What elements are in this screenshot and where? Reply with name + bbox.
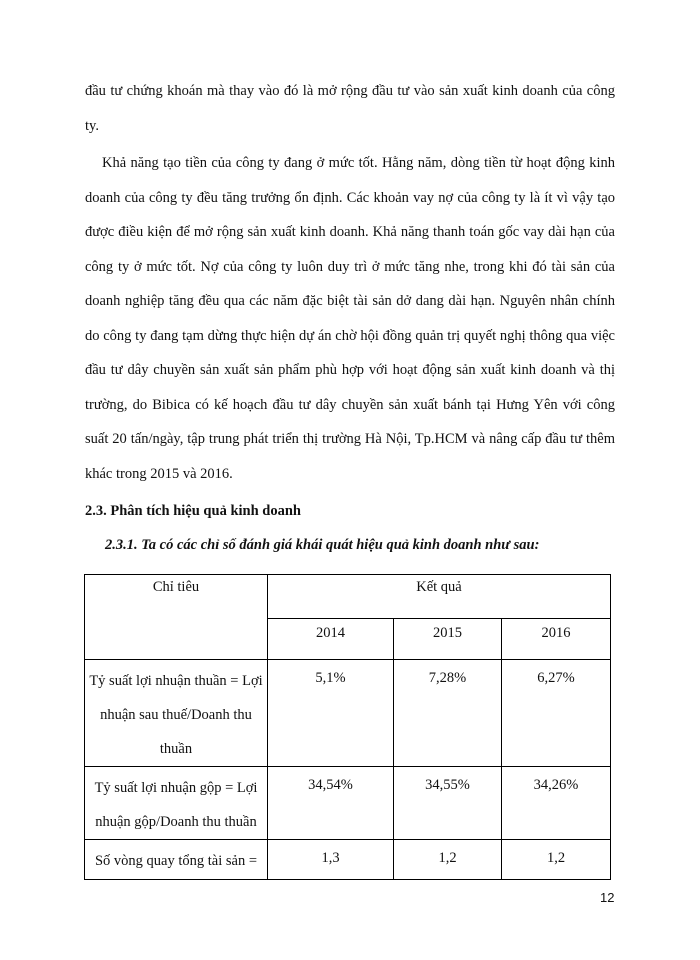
efficiency-table <box>84 574 611 880</box>
paragraph-investment: đầu tư chứng khoán mà thay vào đó là mở rộng đầu tư vào sản xuất kinh doanh của công ty. <box>85 83 615 134</box>
row-label: Tỷ suất lợi nhuận thuần = Lợi nhuận sau thuế/Doanh thu thuần <box>85 660 268 767</box>
year-2016: 2016 <box>502 619 611 660</box>
cell-value: 6,27% <box>502 660 611 767</box>
table-row <box>85 840 611 880</box>
row-label: Số vòng quay tổng tài sản = <box>85 840 268 880</box>
page-number: 12 <box>600 890 615 905</box>
paragraph-cash-flow: Khả năng tạo tiền của công ty đang ở mức tốt. Hằng năm, dòng tiền từ hoạt động kinh doanh của công ty đều tăng trưởng ổn định. Các khoản vay nợ của công ty là ít vì vậy tạo được điều kiện để mở rộng sản xuất kinh doanh. Khả năng thanh toán gốc vay dài hạn của công ty ở mức tốt. Nợ của công ty luôn duy trì ở mức tăng nhe, trong khi đó tài sản của doanh nghiệp tăng đều qua các năm đặc biệt tài sản dở dang dài hạn. Nguyên nhân chính do công ty đang tạm dừng thực hiện dự án chờ hội đồng quản trị quyết nghị thông qua việc đầu tư dây chuyền sản xuất sản phẩm phù hợp với hoạt động sản xuất kinh doanh và thị trường, do Bibica có kế hoạch đầu tư dây chuyền sản xuất bánh tại Hưng Yên với công suất 20 tấn/ngày, tập trung phát triển thị trường Hà Nội, Tp.HCM và nâng cấp đầu tư thêm khác trong 2015 và 2016. <box>85 155 615 482</box>
cell-value: 1,3 <box>268 840 394 880</box>
cell-value: 7,28% <box>394 660 502 767</box>
table-header-row <box>85 575 611 619</box>
year-2015: 2015 <box>394 619 502 660</box>
table-row <box>85 767 611 840</box>
cell-value: 34,55% <box>394 767 502 840</box>
cell-value: 34,54% <box>268 767 394 840</box>
table-row <box>85 660 611 767</box>
row-label: Tỷ suất lợi nhuận gộp = Lợi nhuận gộp/Doanh thu thuần <box>85 767 268 840</box>
year-2014: 2014 <box>268 619 394 660</box>
cell-value: 1,2 <box>394 840 502 880</box>
header-result: Kết quả <box>268 575 611 619</box>
cell-value: 34,26% <box>502 767 611 840</box>
cell-value: 1,2 <box>502 840 611 880</box>
section-heading: 2.3. Phân tích hiệu quả kinh doanh <box>85 503 301 519</box>
subsection-heading: 2.3.1. Ta có các chỉ số đánh giá khái quát hiệu quả kinh doanh như sau: <box>105 537 540 553</box>
header-indicator: Chỉ tiêu <box>85 575 268 660</box>
cell-value: 5,1% <box>268 660 394 767</box>
